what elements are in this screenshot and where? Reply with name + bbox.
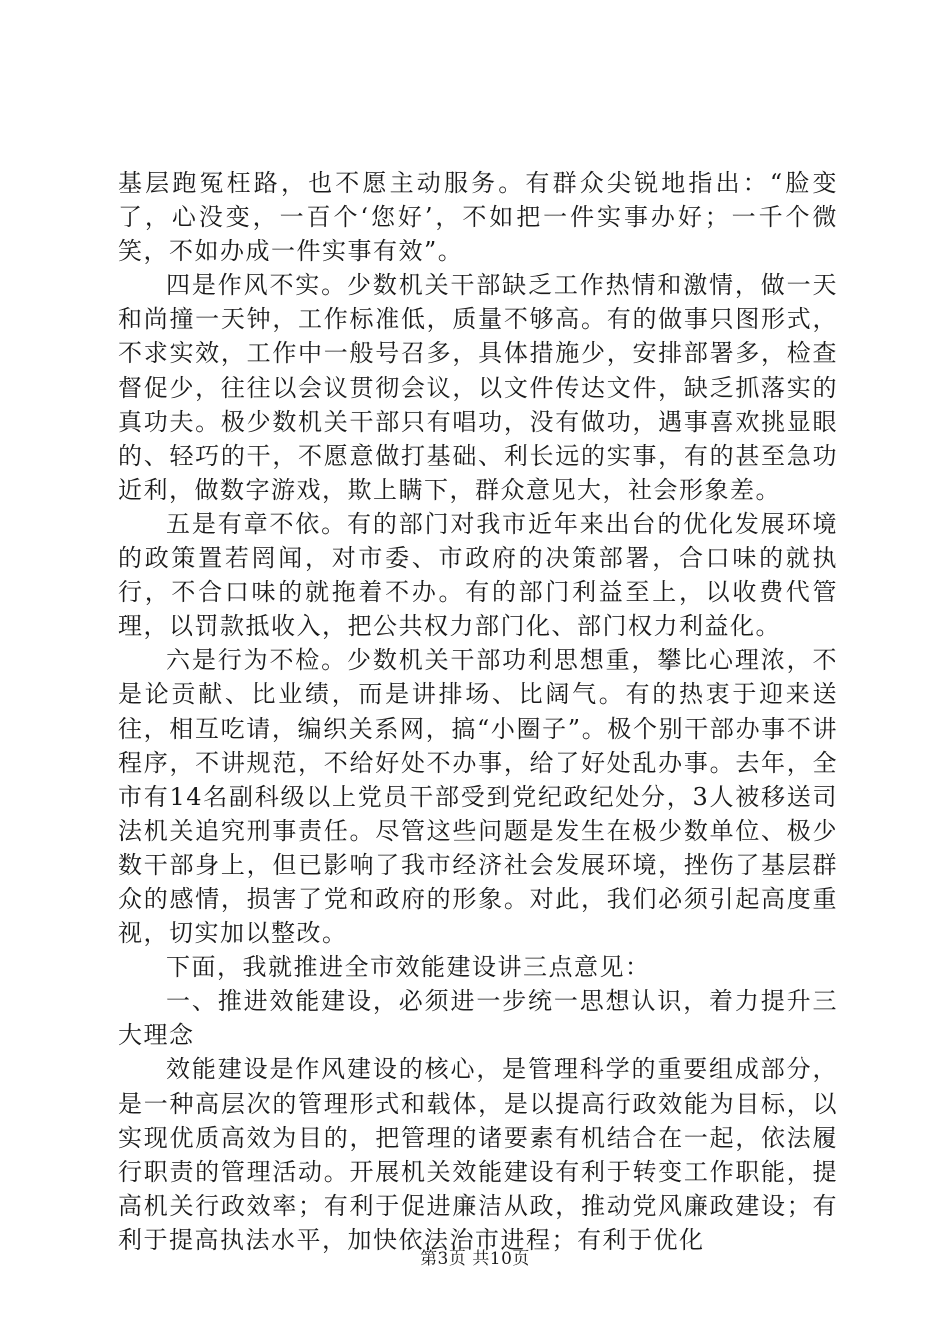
paragraph-5: 下面，我就推进全市效能建设讲三点意见： — [166, 953, 651, 982]
page-number: 第3页 共10页 — [420, 1249, 530, 1269]
document-body — [118, 166, 838, 1257]
paragraph-2: 四是作风不实。少数机关干部缺乏工作热情和激情，做一天和尚撞一天钟，工作标准低，质量不够高。有的做事只图形式，不求实效，工作中一般号召多，具体措施少，安排部署多，检查督促少，往往以会议贯彻会议，以文件传达文件，缺乏抓落实的真功夫。极少数机关干部只有唱功，没有做功，遇事喜欢挑显眼的、轻巧的干，不愿意做打基础、利长远的实事，有的甚至急功近利，做数字游戏，欺上瞒下，群众意见大，社会形象差。 — [118, 271, 838, 504]
section-heading-1: 一、推进效能建设，必须进一步统一思想认识，着力提升三大理念 — [118, 987, 838, 1050]
paragraph-6: 效能建设是作风建设的核心，是管理科学的重要组成部分，是一种高层次的管理形式和载体，是以提高行政效能为目标，以实现优质高效为目的，把管理的诸要素有机结合在一起，依法履行职责的管理活动。开展机关效能建设有利于转变工作职能，提高机关行政效率；有利于促进廉洁从政，推动党风廉政建设；有利于提高执法水平，加快依法治市进程；有利于优化 — [118, 1055, 838, 1254]
paragraph-1: 基层跑冤枉路，也不愿主动服务。有群众尖锐地指出：“脸变了，心没变，一百个‘您好’，不如把一件实事办好；一千个微笑，不如办成一件实事有效”。 — [118, 169, 838, 266]
paragraph-4: 六是行为不检。少数机关干部功利思想重，攀比心理浓，不是论贡献、比业绩，而是讲排场、比阔气。有的热衷于迎来送往，相互吃请，编织关系网，搞“小圈子”。极个别干部办事不讲程序，不讲规范，不给好处不办事，给了好处乱办事。去年，全市有14名副科级以上党员干部受到党纪政纪处分，3人被移送司法机关追究刑事责任。尽管这些问题是发生在极少数单位、极少数干部身上，但已影响了我市经济社会发展环境，挫伤了基层群众的感情，损害了党和政府的形象。对此，我们必须引起高度重视，切实加以整改。 — [118, 646, 838, 948]
page-footer — [0, 1244, 950, 1269]
paragraph-3: 五是有章不依。有的部门对我市近年来出台的优化发展环境的政策置若罔闻，对市委、市政府的决策部署，合口味的就执行，不合口味的就拖着不办。有的部门利益至上，以收费代管理，以罚款抵收入，把公共权力部门化、部门权力利益化。 — [118, 509, 838, 641]
